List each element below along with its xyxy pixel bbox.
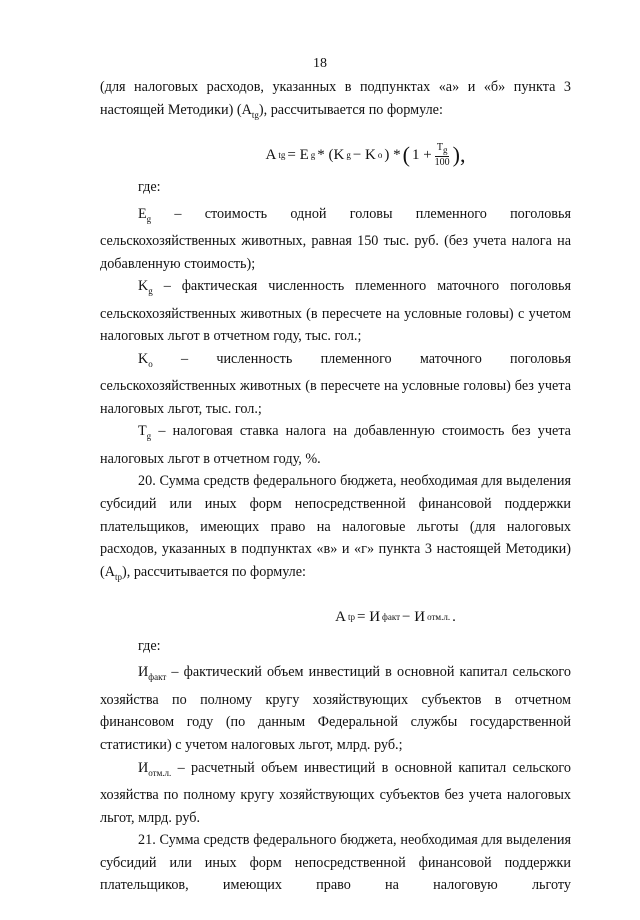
document-body xyxy=(100,76,571,920)
definition-ko xyxy=(100,348,571,421)
fraction-numerator-symbol: T xyxy=(436,142,443,154)
paragraph-intro xyxy=(100,76,571,126)
definition-iotm xyxy=(100,757,571,830)
definition-kg xyxy=(100,275,571,348)
formula-atg-open-paren: ( xyxy=(402,142,410,168)
formula-atg-mid2: ) * xyxy=(384,146,401,163)
intro-text: (для налоговых расходов, указанных в подпунктах «а» и «б» пункта 3 настоящей Методики) (A xyxy=(100,79,571,118)
formula-atg-fraction xyxy=(435,142,450,168)
formula-atp-lhs-sub: tp xyxy=(347,612,355,623)
definition-eg-symbol: E xyxy=(138,205,147,222)
where-label-2: где: xyxy=(138,637,161,654)
formula-atp-end: . xyxy=(452,609,456,626)
formula-atg-mid: * (K xyxy=(317,146,345,163)
paragraph-21: 21. Сумма средств федерального бюджета, необходимая для выделения субсидий или иных форм непосредственной финансовой поддержки плательщиков, имеющих право на налоговую льготу xyxy=(100,832,571,894)
definition-eg-text: – стоимость одной головы племенного поголовья сельскохозяйственных животных, равная 150 тыс. руб. (без учета налога на добавленную стоимость); xyxy=(100,205,571,272)
formula-atp-minus: − И xyxy=(402,609,426,626)
formula-atg-minus: − K xyxy=(352,146,376,163)
formula-atg-e-sub: g xyxy=(310,149,316,160)
formula-atg-eq: = E xyxy=(287,146,309,163)
fraction-numerator-sub: g xyxy=(442,145,448,156)
paragraph-20 xyxy=(100,470,571,588)
formula-atg-lhs: A xyxy=(265,146,277,163)
intro-text-end: ), рассчитывается по формуле: xyxy=(258,101,443,118)
definition-kg-symbol: K xyxy=(138,278,149,295)
formula-atg-lhs-sub: tg xyxy=(278,149,286,160)
fraction-numerator xyxy=(435,142,450,157)
paragraph-20-sub: tp xyxy=(114,571,122,582)
definition-eg-sub: g xyxy=(146,213,152,224)
formula-atp-i1-sub: факт xyxy=(382,612,401,623)
definition-ifakt-sub: факт xyxy=(148,672,167,683)
definition-tg-text: – налоговая ставка налога на добавленную стоимость без учета налоговых льгот в отчетном году, %. xyxy=(100,423,571,467)
definition-kg-text: – фактическая численность племенного маточного поголовья сельскохозяйственных животных (в пересчете на условные головы) с учетом налоговых льгот в отчетном году, тыс. гол.; xyxy=(100,278,571,345)
formula-atp xyxy=(100,606,571,629)
paragraph-20-end: ), рассчитывается по формуле: xyxy=(122,563,306,580)
page-number: 18 xyxy=(313,56,327,71)
formula-atg-one-plus: 1 + xyxy=(411,146,432,163)
definition-tg xyxy=(100,420,571,470)
formula-atg-k1-sub: g xyxy=(346,149,351,160)
paragraph-20-text: 20. Сумма средств федерального бюджета, необходимая для выделения субсидий или иных форм непосредственной финансовой поддержки плательщиков, имеющих право на налоговые льготы (для налоговых расходов, указанных в подпунктах «в» и «г» пункта 3 настоящей Методики) (A xyxy=(100,473,571,580)
where-label-1: где: xyxy=(138,179,161,196)
formula-atp-eq: = И xyxy=(356,609,381,626)
formula-atp-i2-sub: отм.л. xyxy=(427,612,451,623)
definition-ko-symbol: K xyxy=(138,350,149,367)
formula-atg-k2-sub: o xyxy=(377,149,383,160)
definition-iotm-symbol: И xyxy=(138,759,149,776)
definition-kg-sub: g xyxy=(148,286,153,297)
definition-eg xyxy=(100,203,571,276)
definition-iotm-text: – расчетный объем инвестиций в основной капитал сельского хозяйства по полному кругу хозяйствующих субъектов без учета налоговых льгот, млрд. руб. xyxy=(100,759,571,826)
formula-atg xyxy=(100,142,571,168)
fraction-denominator: 100 xyxy=(434,157,450,169)
definition-iotm-sub: отм.л. xyxy=(148,767,172,778)
definition-ifakt xyxy=(100,661,571,756)
definition-tg-sub: g xyxy=(146,431,152,442)
intro-subscript: tg xyxy=(251,109,259,120)
formula-atg-close-paren: ), xyxy=(452,142,466,168)
formula-atp-lhs: A xyxy=(335,609,346,626)
definition-ifakt-symbol: И xyxy=(138,664,149,681)
definition-ko-text: – численность племенного маточного поголовья сельскохозяйственных животных (в пересчете на условные головы) без учета налоговых льгот, тыс. гол.; xyxy=(100,350,571,417)
definition-tg-symbol: T xyxy=(138,423,147,440)
definition-ko-sub: o xyxy=(148,358,153,369)
definition-ifakt-text: – фактический объем инвестиций в основной капитал сельского хозяйства по полному кругу хозяйствующих субъектов в отчетном финансовом году (по данным Федеральной службы государственной статистики) с учетом налоговых льгот, млрд. руб.; xyxy=(100,664,571,754)
